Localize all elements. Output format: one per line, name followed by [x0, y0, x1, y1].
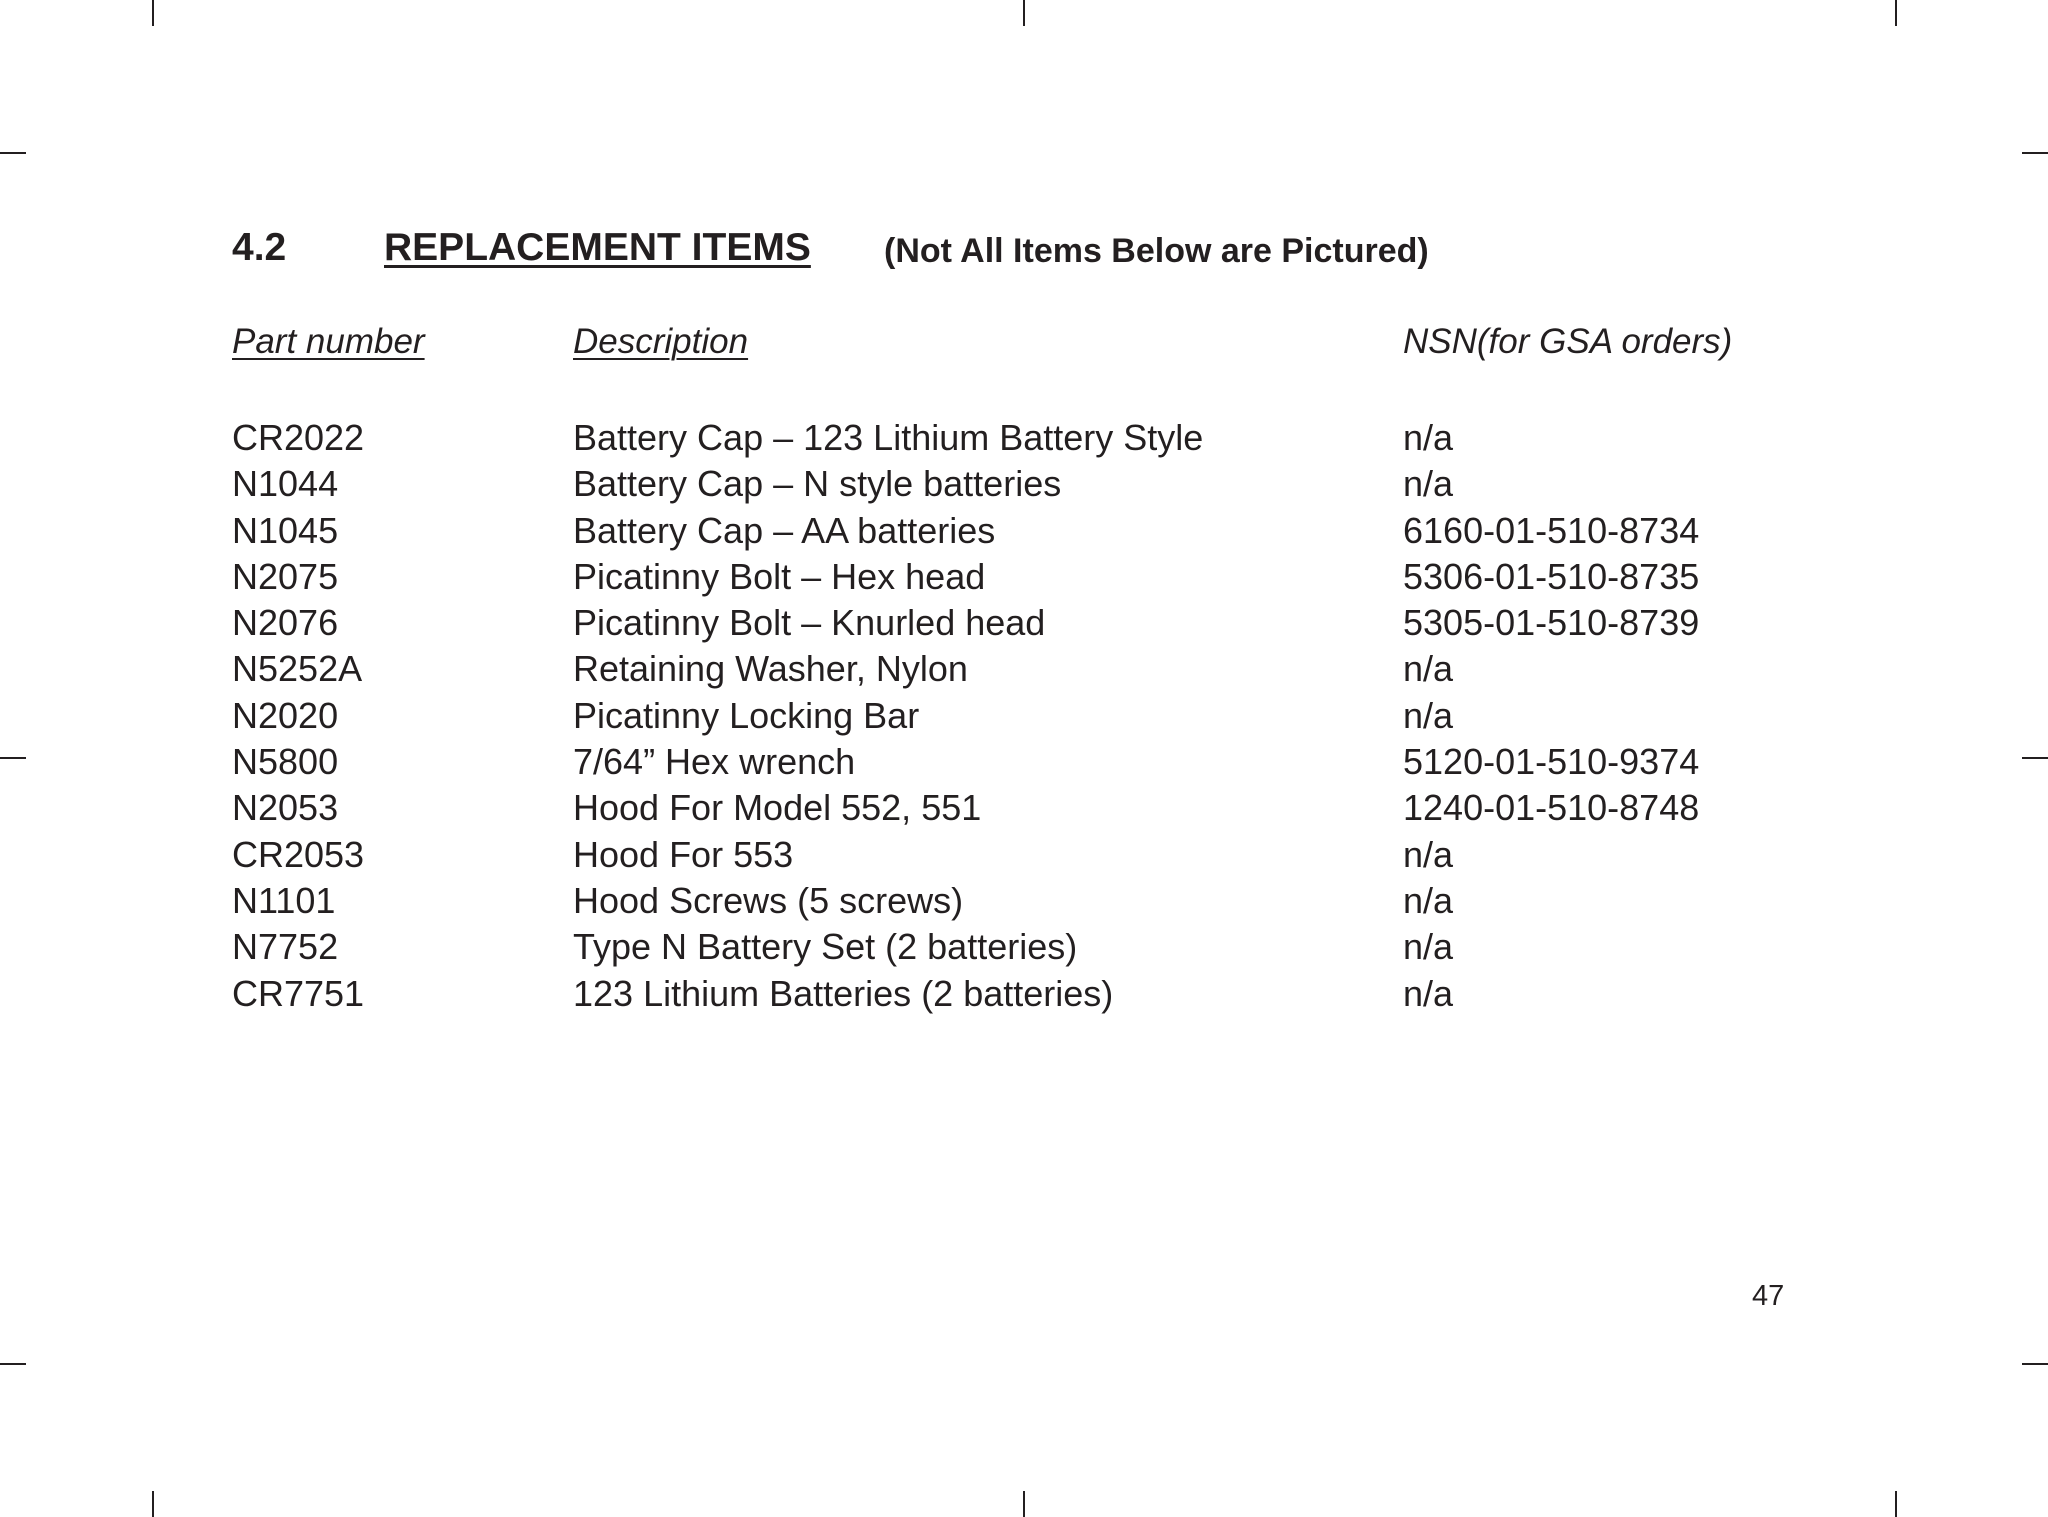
crop-mark-bottom-left: [152, 1491, 154, 1517]
part-description: Picatinny Locking Bar: [573, 694, 920, 736]
crop-mark-left-top: [0, 152, 26, 154]
list-item: [232, 600, 1832, 646]
list-item: [232, 785, 1832, 831]
crop-mark-right-middle: [2022, 757, 2048, 759]
list-item: [232, 924, 1832, 970]
section-number: 4.2: [232, 226, 287, 269]
part-number: N2076: [232, 602, 339, 644]
list-item: [232, 693, 1832, 739]
list-item: [232, 739, 1832, 785]
part-number: N2020: [232, 694, 339, 736]
part-number: N5800: [232, 741, 339, 783]
part-nsn: n/a: [1403, 972, 1454, 1014]
part-description: Hood Screws (5 screws): [573, 879, 964, 921]
part-description: Picatinny Bolt – Knurled head: [573, 602, 1046, 644]
crop-mark-top-right: [1895, 0, 1897, 26]
part-number: N1045: [232, 509, 339, 551]
part-nsn: n/a: [1403, 926, 1454, 968]
part-nsn: n/a: [1403, 879, 1454, 921]
list-item: [232, 508, 1832, 554]
section-title: REPLACEMENT ITEMS: [384, 226, 811, 269]
part-nsn: 6160-01-510-8734: [1403, 509, 1700, 551]
crop-mark-left-middle: [0, 757, 26, 759]
part-nsn: 5306-01-510-8735: [1403, 555, 1700, 597]
part-nsn: n/a: [1403, 648, 1454, 690]
part-number: N1044: [232, 463, 339, 505]
part-number: N7752: [232, 926, 339, 968]
part-description: Picatinny Bolt – Hex head: [573, 555, 986, 597]
replacement-items-list: [232, 415, 1832, 1017]
part-nsn: 1240-01-510-8748: [1403, 787, 1700, 829]
list-item: [232, 878, 1832, 924]
part-description: Hood For 553: [573, 833, 794, 875]
list-item: [232, 461, 1832, 507]
part-nsn: n/a: [1403, 463, 1454, 505]
part-description: 7/64” Hex wrench: [573, 741, 856, 783]
part-number: N1101: [232, 879, 336, 921]
part-number: CR2053: [232, 833, 365, 875]
part-number: N2053: [232, 787, 339, 829]
part-number: CR2022: [232, 417, 365, 458]
part-nsn: 5305-01-510-8739: [1403, 602, 1700, 644]
part-description: Type N Battery Set (2 batteries): [573, 926, 1078, 968]
crop-mark-bottom-center: [1023, 1491, 1025, 1517]
list-item: [232, 832, 1832, 878]
crop-mark-right-bottom: [2022, 1363, 2048, 1365]
part-nsn: n/a: [1403, 833, 1454, 875]
column-header-description: Description: [573, 322, 749, 361]
part-number: N5252A: [232, 648, 363, 690]
part-description: Battery Cap – AA batteries: [573, 509, 996, 551]
crop-mark-bottom-right: [1895, 1491, 1897, 1517]
crop-mark-right-top: [2022, 152, 2048, 154]
part-description: 123 Lithium Batteries (2 batteries): [573, 972, 1114, 1014]
list-item: [232, 554, 1832, 600]
list-item: [232, 971, 1832, 1017]
section-note: (Not All Items Below are Pictured): [884, 232, 1429, 270]
crop-mark-left-bottom: [0, 1363, 26, 1365]
list-item: [232, 646, 1832, 692]
part-nsn: n/a: [1403, 694, 1454, 736]
page-number: 47: [1752, 1280, 1785, 1312]
list-item: [232, 415, 1832, 461]
part-number: CR7751: [232, 972, 365, 1014]
crop-mark-top-center: [1023, 0, 1025, 26]
column-header-nsn: NSN(for GSA orders): [1403, 322, 1733, 361]
part-number: N2075: [232, 555, 339, 597]
part-nsn: n/a: [1403, 417, 1454, 458]
crop-mark-top-left: [152, 0, 154, 26]
column-header-part-number: Part number: [232, 322, 425, 361]
part-description: Hood For Model 552, 551: [573, 787, 982, 829]
part-description: Battery Cap – N style batteries: [573, 463, 1062, 505]
part-nsn: 5120-01-510-9374: [1403, 741, 1700, 783]
part-description: Retaining Washer, Nylon: [573, 648, 968, 690]
part-description: Battery Cap – 123 Lithium Battery Style: [573, 417, 1204, 458]
